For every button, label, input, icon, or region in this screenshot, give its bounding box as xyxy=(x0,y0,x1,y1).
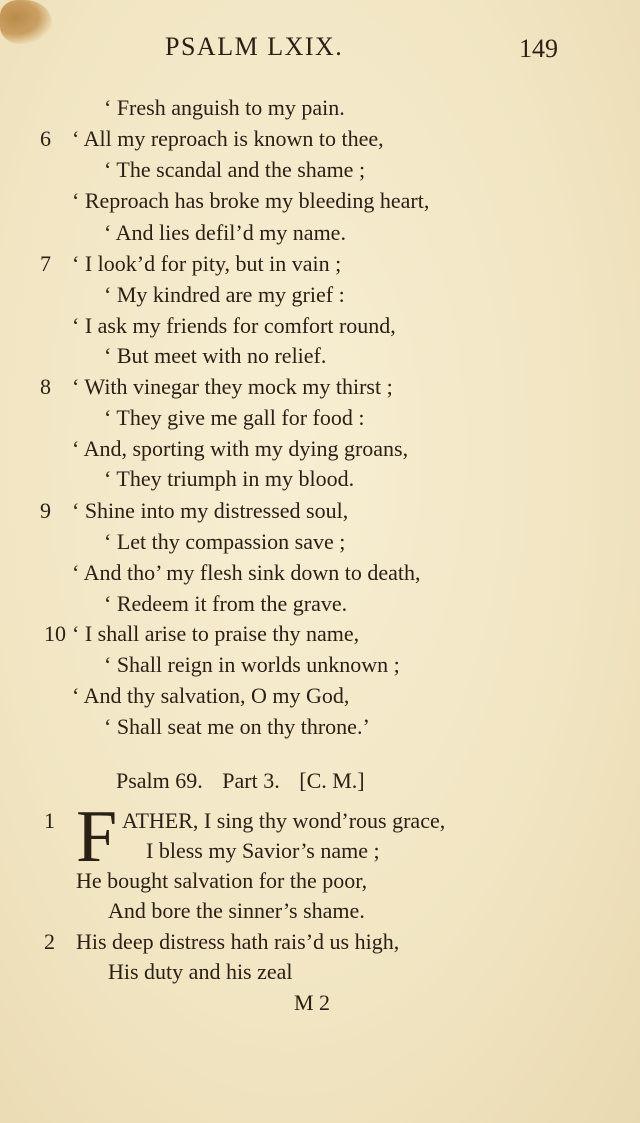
section-title: Psalm 69. xyxy=(116,768,203,793)
verse-number: 1 xyxy=(44,808,55,833)
signature-mark: M 2 xyxy=(294,990,331,1015)
verse-number: 8 xyxy=(40,374,51,399)
section-part: Part 3. xyxy=(222,768,280,793)
verse-number: 10 xyxy=(44,621,66,646)
section-meter: [C. M.] xyxy=(299,768,365,793)
verse-number: 6 xyxy=(40,126,51,151)
book-page: PSALM LXIX. 149 ‘ Fresh anguish to my pain. 6 ‘ All my reproach is known to thee, ‘ The scandal and the shame ; ‘ Reproach has broke my bleeding heart, ‘ And lies defil’d my name. 7 ‘ I look’d for pity, but in vain ; ‘ My kindred are my grief : ‘ I ask my friends for comfort round, ‘ But meet with no relief. 8 ‘ With vinegar they mock my thirst ; ‘ They give me gall for food : ‘ And, sporting with my dying groans, ‘ They triumph in my blood. 9 ‘ Shine into my distressed soul, ‘ Let thy compassion save ; ‘ And tho’ my flesh sink down to death, ‘ Redeem it from the grave. 10 ‘ I shall arise to praise thy name, ‘ Shall reign in worlds unknown ; ‘ And thy salvation, O my God, ‘ Shall seat me on thy throne.’ Psalm 69. Part 3. [C. M.] F 1 ATHER, I sing thy wond’rous grace, I bless my Savior’s name ; He bought salvation for the poor, And bore the sinner’s shame. 2 His deep distress hath rais’d us high, His duty and his zeal M 2 xyxy=(0,0,640,1123)
verse-number: 9 xyxy=(40,498,51,523)
page-stain xyxy=(0,0,52,44)
page-number: 149 xyxy=(519,34,558,63)
drop-cap: F xyxy=(76,796,118,878)
verse-number: 7 xyxy=(40,251,51,276)
section-heading xyxy=(116,768,379,794)
running-head: PSALM LXIX. xyxy=(165,32,344,61)
verse-number: 2 xyxy=(44,929,55,954)
